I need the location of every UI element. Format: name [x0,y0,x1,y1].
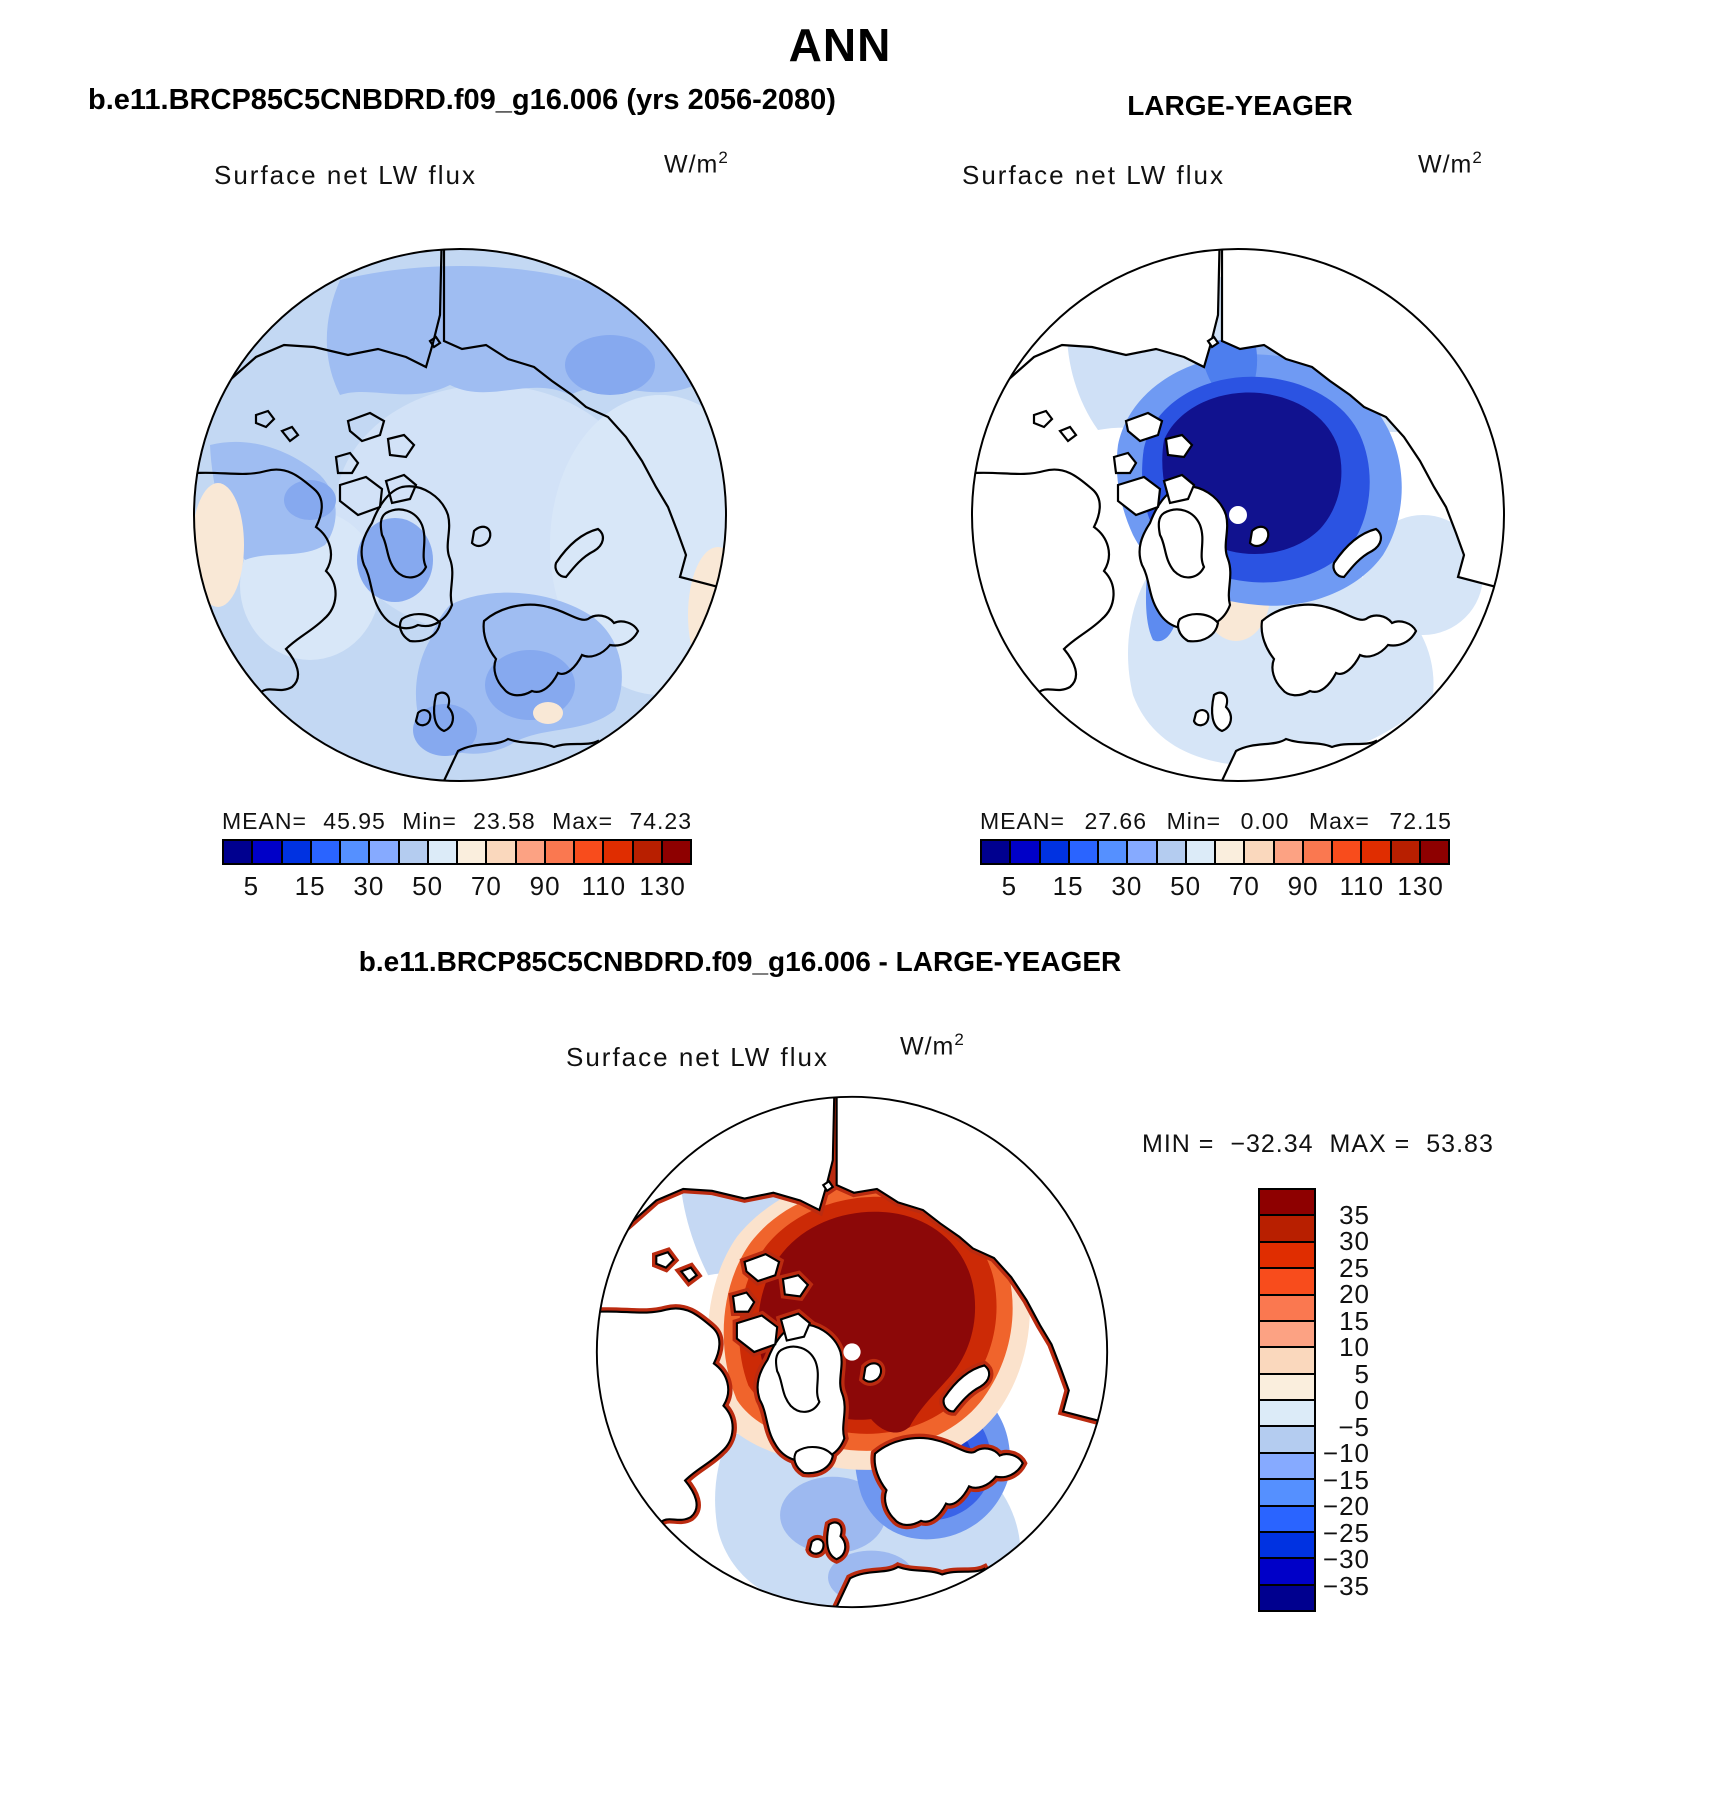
model-stats [222,808,692,835]
model-units-label [664,148,729,179]
colorbar-segment [1185,841,1214,863]
colorbar-segment [1260,1531,1314,1557]
colorbar-tick-label: 30 [353,871,385,901]
colorbar-segment [427,841,456,863]
colorbar-segment [1360,841,1389,863]
colorbar-segment [982,841,1009,863]
colorbar-segment [1009,841,1038,863]
colorbar-segment [1260,1241,1314,1267]
colorbar-tick-label: −10 [1322,1438,1370,1468]
model-map [190,245,730,785]
colorbar-segment [1260,1399,1314,1425]
max-label: MAX = [1329,1130,1411,1158]
max-value: 53.83 [1426,1130,1494,1158]
colorbar-segment [1260,1425,1314,1451]
units-exponent: 2 [1472,148,1483,167]
colorbar-tick-label: −20 [1322,1491,1370,1521]
colorbar-tick-label: 70 [1228,871,1260,901]
colorbar-segment [1260,1214,1314,1240]
obs-field-label: Surface net LW flux [962,160,1225,190]
min-label: MIN = [1142,1130,1215,1158]
colorbar-segment [1390,841,1419,863]
min-label: Min= [1166,808,1222,834]
mean-value: 45.95 [323,808,386,834]
colorbar-tick-label: −15 [1322,1464,1370,1495]
warm-anomaly-patch [192,483,244,607]
diff-minmax [1142,1130,1494,1159]
colorbar-segment [281,841,310,863]
colorbar-segment [251,841,280,863]
colorbar-segment [456,841,485,863]
colorbar-tick-label: 20 [1339,1279,1370,1309]
max-label: Max= [1308,808,1370,834]
colorbar-tick-label: 70 [470,871,502,901]
colorbar-segment [1156,841,1185,863]
colorbar-segment [1260,1346,1314,1372]
mean-value: 27.66 [1084,808,1148,834]
colorbar-tick-label: 5 [1001,871,1018,901]
colorbar-segment [398,841,427,863]
obs-units-label [1418,148,1483,179]
units-base: W/m [1418,150,1473,179]
diff-field-label: Surface net LW flux [566,1042,829,1072]
obs-map [968,245,1508,785]
colorbar-tick-label: 15 [1052,871,1084,901]
colorbar-segment [339,841,368,863]
colorbar-tick-label: 130 [639,871,686,901]
min-value: 23.58 [473,808,536,834]
mean-label: MEAN= [980,808,1065,834]
colorbar-segment [1260,1190,1314,1214]
colorbar-segment [1260,1267,1314,1293]
colorbar-segment [1260,1320,1314,1346]
colorbar-tick-label: 35 [1339,1199,1370,1230]
colorbar-tick-label: 15 [294,871,326,901]
colorbar-segment [632,841,661,863]
colorbar-tick-label: 10 [1339,1332,1370,1362]
colorbar-tick-label: −5 [1338,1411,1370,1442]
diff-colorbar [1258,1188,1316,1612]
colorbar-segment [1419,841,1448,863]
pole-dot [843,1343,860,1360]
colorbar-segment [1068,841,1097,863]
max-label: Max= [552,808,614,834]
colorbar-segment [1260,1584,1314,1610]
units-base: W/m [664,150,719,179]
obs-dataset-label: LARGE-YEAGER [1127,90,1353,121]
diff-colorbar-ticks [1320,1188,1370,1612]
colorbar-tick-label: 110 [1339,871,1385,901]
colorbar-tick-label: 25 [1339,1252,1370,1283]
colorbar-segment [1260,1478,1314,1504]
colorbar-tick-label: −30 [1322,1544,1370,1574]
model-colorbar-ticks [222,871,692,901]
colorbar-tick-label: 15 [1339,1305,1370,1336]
colorbar-tick-label: 110 [581,871,627,901]
obs-colorbar-ticks [980,871,1450,901]
colorbar-tick-label: 50 [1170,871,1202,901]
max-value: 72.15 [1389,808,1452,834]
units-exponent: 2 [718,148,729,167]
colorbar-segment [661,841,690,863]
colorbar-segment [224,841,251,863]
colorbar-tick-label: 50 [412,871,444,901]
colorbar-tick-label: 130 [1397,871,1444,901]
colorbar-segment [368,841,397,863]
colorbar-segment [1039,841,1068,863]
colorbar-segment [485,841,514,863]
mean-label: MEAN= [222,808,307,834]
units-base: W/m [900,1032,955,1061]
colorbar-segment [515,841,544,863]
colorbar-tick-label: 5 [1354,1358,1370,1389]
colorbar-segment [1260,1505,1314,1531]
colorbar-segment [1302,841,1331,863]
colorbar-tick-label: −35 [1322,1570,1370,1601]
colorbar-segment [310,841,339,863]
colorbar-segment [1243,841,1272,863]
colorbar-segment [544,841,573,863]
model-colorbar [222,839,692,865]
min-value: 0.00 [1240,808,1290,834]
obs-colorbar [980,839,1450,865]
units-exponent: 2 [954,1030,965,1049]
colorbar-segment [1260,1373,1314,1399]
colorbar-tick-label: 90 [529,871,561,901]
min-label: Min= [402,808,457,834]
colorbar-segment [1260,1557,1314,1583]
colorbar-segment [1097,841,1126,863]
obs-stats [980,808,1452,835]
diff-units-label [900,1030,965,1061]
model-run-label: b.e11.BRCP85C5CNBDRD.f09_g16.006 (yrs 2056-2080) [88,84,836,116]
max-value: 74.23 [629,808,692,834]
colorbar-segment [1260,1452,1314,1478]
colorbar-segment [1260,1294,1314,1320]
colorbar-tick-label: 30 [1111,871,1143,901]
colorbar-tick-label: 30 [1339,1226,1370,1256]
colorbar-segment [1273,841,1302,863]
colorbar-segment [1126,841,1155,863]
figure-title: ANN [788,19,892,71]
diff-map [593,1093,1111,1611]
colorbar-segment [573,841,602,863]
model-field-label: Surface net LW flux [214,160,477,190]
colorbar-tick-label: 90 [1287,871,1319,901]
colorbar-tick-label: 0 [1354,1385,1370,1415]
colorbar-segment [1214,841,1243,863]
pole-dot [1229,506,1247,524]
diff-title: b.e11.BRCP85C5CNBDRD.f09_g16.006 - LARGE-YEAGER [358,946,1122,977]
colorbar-segment [602,841,631,863]
colorbar-tick-label: 5 [243,871,260,901]
min-value: −32.34 [1230,1130,1314,1158]
colorbar-tick-label: −25 [1322,1517,1370,1548]
colorbar-segment [1331,841,1360,863]
